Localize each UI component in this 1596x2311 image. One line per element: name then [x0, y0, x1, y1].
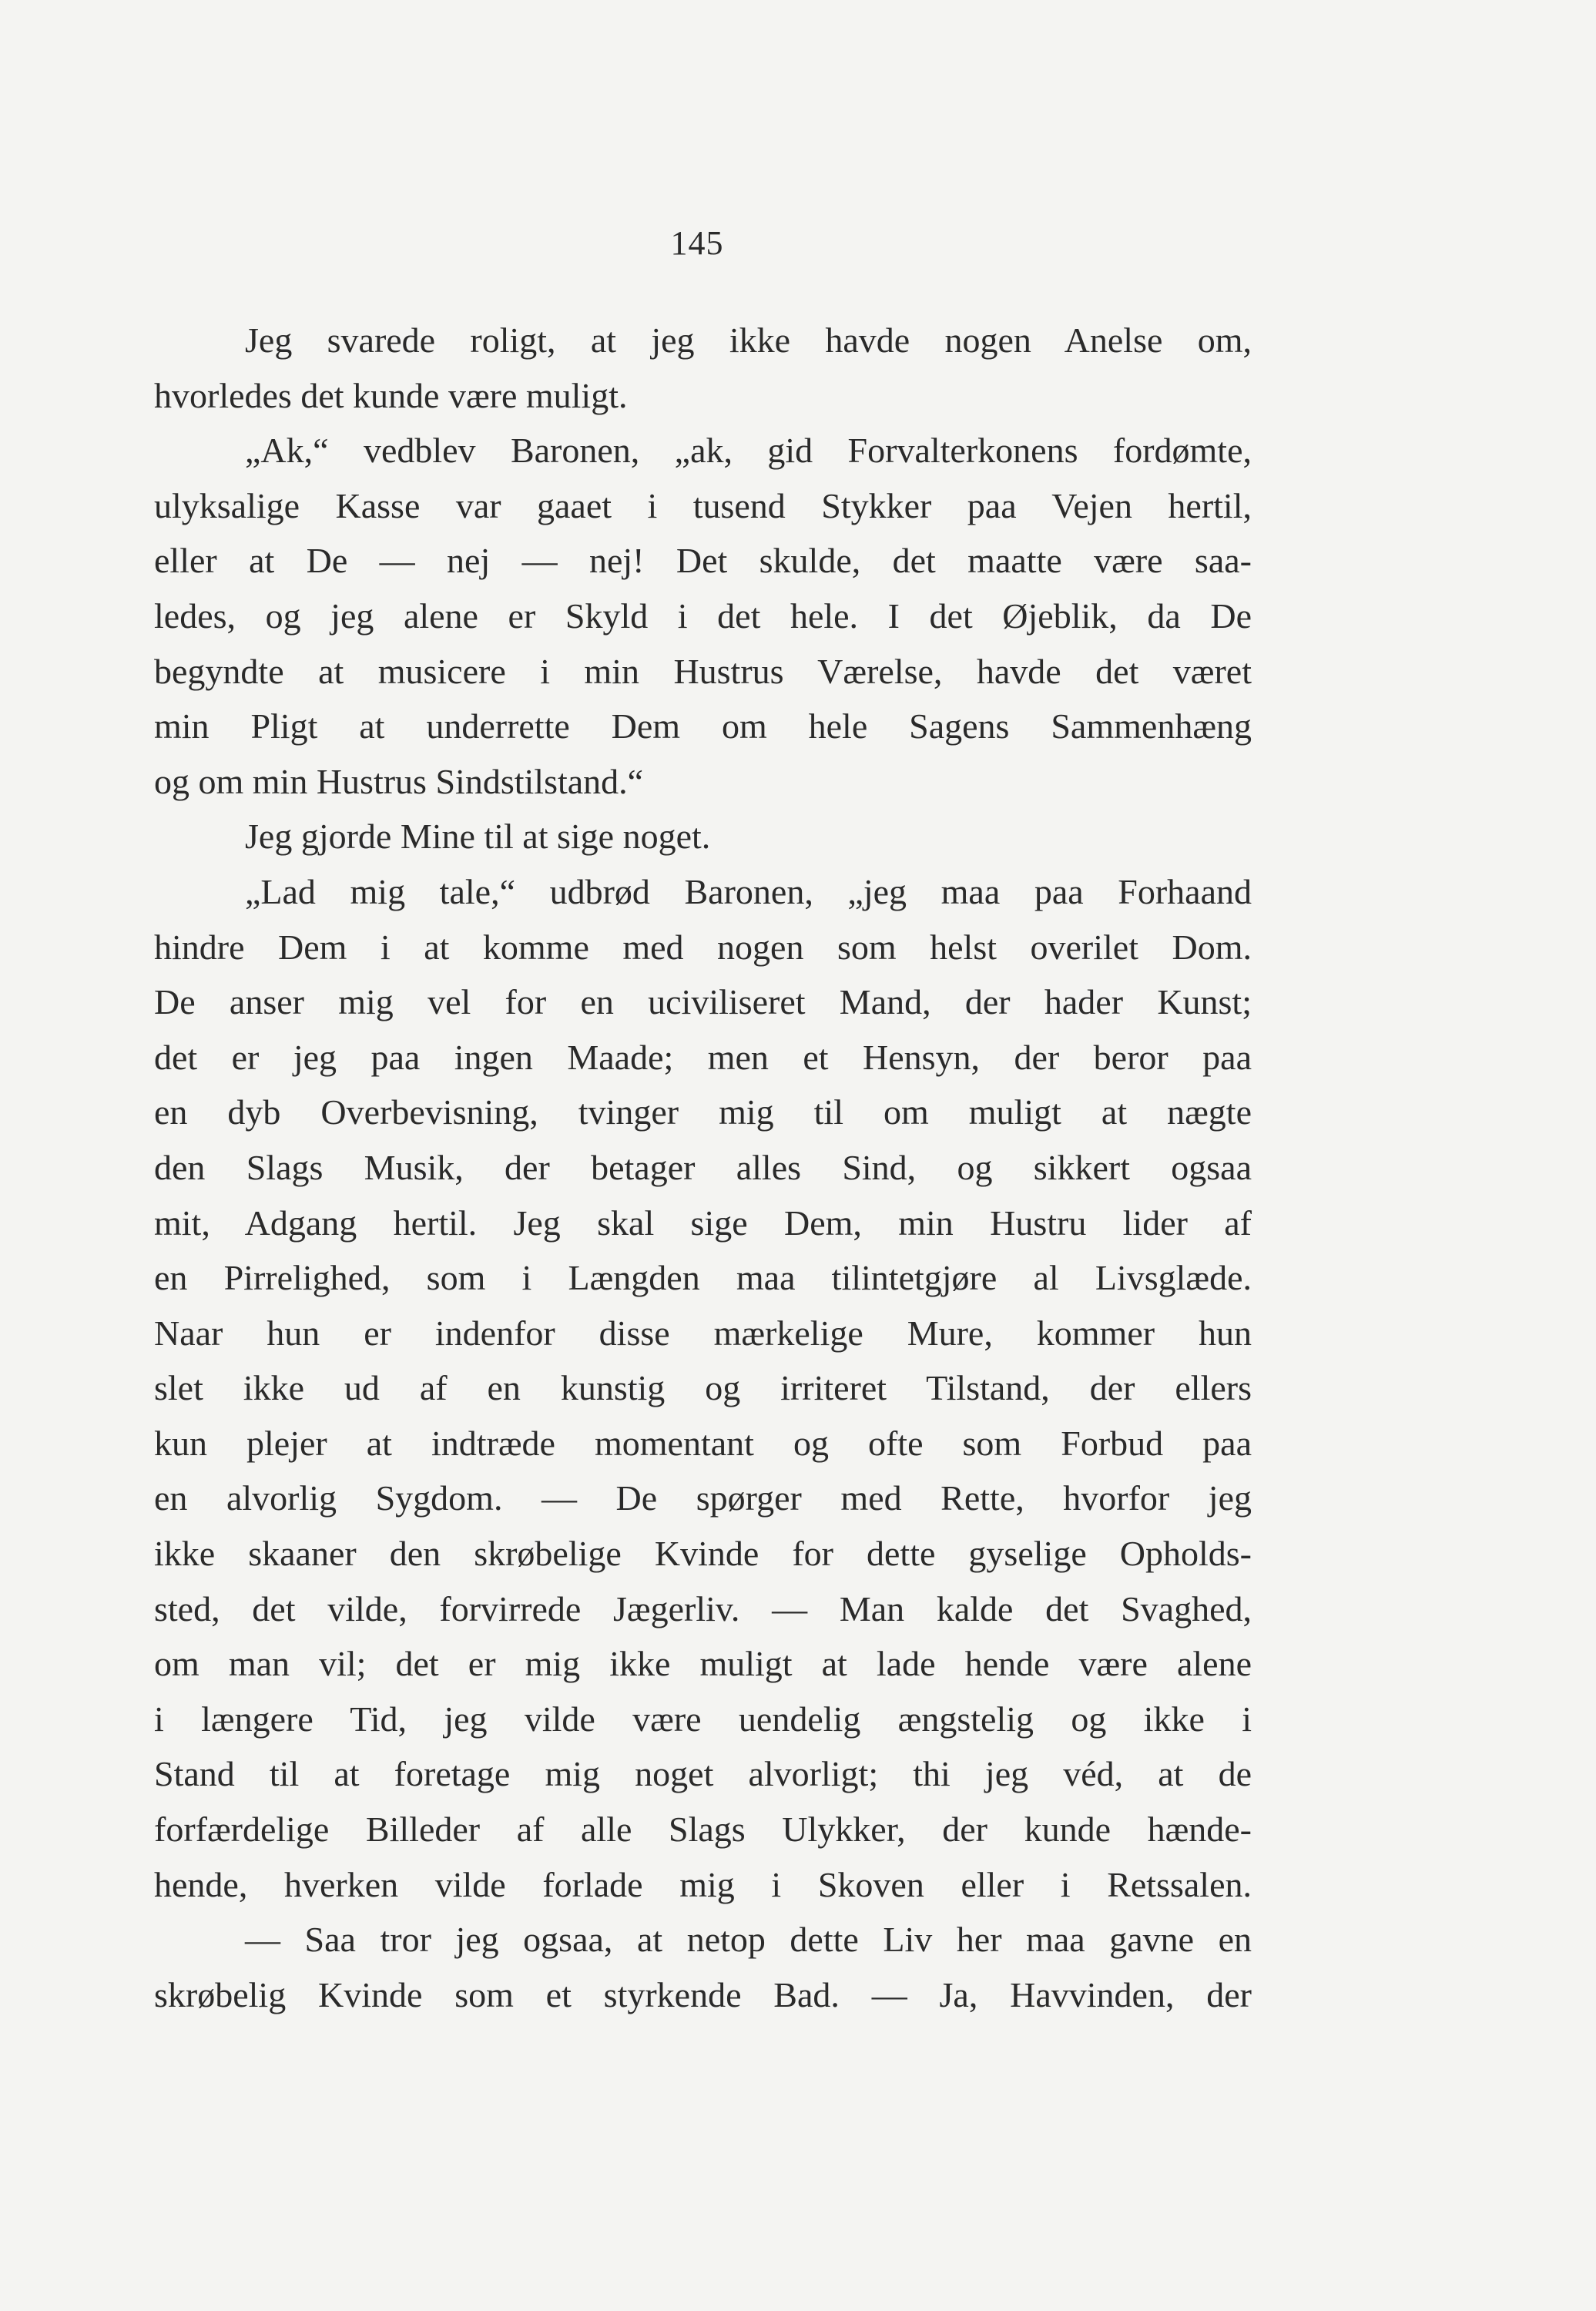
text-line: hvorledes det kunde være muligt.: [154, 375, 628, 415]
text-line: Stand til at foretage mig noget alvorligt; thi jeg véd, at de: [154, 1754, 1252, 1794]
text-line: kun plejer at indtræde momentant og ofte som Forbud paa: [154, 1423, 1252, 1463]
text-line: en alvorlig Sygdom. — De spørger med Rette, hvorfor jeg: [154, 1478, 1252, 1518]
text-line: i længere Tid, jeg vilde være uendelig ængstelig og ikke i: [154, 1699, 1252, 1739]
text-line: begyndte at musicere i min Hustrus Værelse, havde det været: [154, 651, 1252, 691]
text-line: eller at De — nej — nej! Det skulde, det maatte være saa-: [154, 541, 1252, 581]
text-line: forfærdelige Billeder af alle Slags Ulykker, der kunde hænde-: [154, 1810, 1252, 1850]
text-line: en dyb Overbevisning, tvinger mig til om muligt at nægte: [154, 1092, 1252, 1132]
text-line: og om min Hustrus Sindstilstand.“: [154, 761, 644, 801]
text-line: „Lad mig tale,“ udbrød Baronen, „jeg maa paa Forhaand: [245, 871, 1252, 911]
text-line: det er jeg paa ingen Maade; men et Hensyn, der beror paa: [154, 1037, 1252, 1077]
text-line: skrøbelig Kvinde som et styrkende Bad. — Ja, Havvinden, der: [154, 1974, 1252, 2014]
text-line: sted, det vilde, forvirrede Jægerliv. — Man kalde det Svaghed,: [154, 1588, 1252, 1628]
text-line: en Pirrelighed, som i Længden maa tilintetgjøre al Livsglæde.: [154, 1258, 1252, 1298]
text-line: ledes, og jeg alene er Skyld i det hele. I det Øjeblik, da De: [154, 595, 1252, 636]
text-line: Jeg gjorde Mine til at sige noget.: [245, 817, 711, 857]
text-line: min Pligt at underrette Dem om hele Sagens Sammenhæng: [154, 706, 1252, 746]
text-line: mit, Adgang hertil. Jeg skal sige Dem, min Hustru lider af: [154, 1202, 1252, 1243]
text-line: ikke skaaner den skrøbelige Kvinde for dette gyselige Opholds-: [154, 1534, 1252, 1574]
text-line: om man vil; det er mig ikke muligt at lade hende være alene: [154, 1644, 1252, 1684]
text-line: hindre Dem i at komme med nogen som helst overilet Dom.: [154, 927, 1252, 967]
text-line: den Slags Musik, der betager alles Sind, og sikkert ogsaa: [154, 1147, 1252, 1187]
page-number: 145: [670, 224, 724, 262]
text-line: ulyksalige Kasse var gaaet i tusend Stykker paa Vejen hertil,: [154, 485, 1252, 525]
text-line: „Ak,“ vedblev Baronen, „ak, gid Forvalterkonens fordømte,: [245, 431, 1252, 471]
text-line: De anser mig vel for en uciviliseret Mand, der hader Kunst;: [154, 982, 1252, 1022]
text-line: hende, hverken vilde forlade mig i Skoven eller i Retssalen.: [154, 1864, 1252, 1904]
text-line: Jeg svarede roligt, at jeg ikke havde nogen Anelse om,: [245, 320, 1252, 360]
body-text: [154, 313, 1252, 2022]
text-line: — Saa tror jeg ogsaa, at netop dette Liv her maa gavne en: [245, 1920, 1252, 1960]
text-line: Naar hun er indenfor disse mærkelige Mure, kommer hun: [154, 1313, 1252, 1353]
text-line: slet ikke ud af en kunstig og irriteret Tilstand, der ellers: [154, 1368, 1252, 1408]
